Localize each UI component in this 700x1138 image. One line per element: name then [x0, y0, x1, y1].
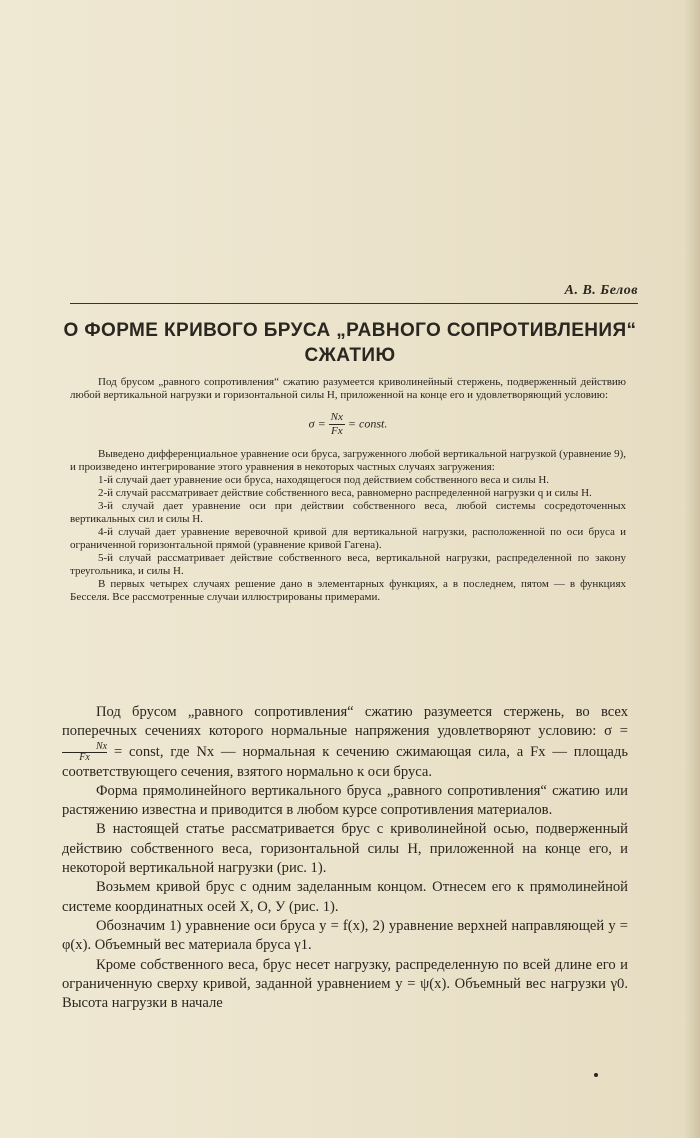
formula-rhs: = const.	[347, 416, 388, 431]
body-paragraph: В настоящей статье рассматривается брус с криволинейной осью, подверженный действию собственного веса, горизонтальной силы H, приложенной на конце его, и некоторой вертикальной нагрузки (рис. 1).	[62, 821, 628, 877]
abstract-paragraph: 5-й случай рассматривает действие собственного веса, вертикальной нагрузки, распределенной по закону треугольника, и силы H.	[70, 552, 626, 577]
formula-lhs: σ =	[308, 416, 326, 431]
page-mark	[594, 1073, 598, 1077]
formula-fraction	[329, 411, 345, 438]
inline-denominator: Fx	[79, 751, 90, 763]
body-text: = const, где Nx — нормальная к сечению сжимающая сила, а Fx — площадь соответствующего сечения, взятого нормально к оси бруса.	[62, 743, 628, 780]
body-paragraph	[62, 703, 628, 782]
body-paragraph: Обозначим 1) уравнение оси бруса y = f(x), 2) уравнение верхней направляющей y = φ(x). Объемный вес материала бруса γ1.	[62, 917, 628, 954]
abstract-paragraph: 3-й случай дает уравнение оси при действии собственного веса, любой системы сосредоточенных вертикальных сил и силы H.	[70, 500, 626, 525]
article-body	[62, 703, 628, 1013]
abstract-paragraph: 4-й случай дает уравнение веревочной кривой для вертикальной нагрузки, расположенной по оси бруса и ограниченной горизонтальной прямой (уравнение кривой Гагена).	[70, 526, 626, 551]
abstract-formula	[70, 411, 626, 438]
abstract	[70, 376, 626, 604]
abstract-paragraph: Выведено дифференциальное уравнение оси бруса, загруженного любой вертикальной нагрузкой (уравнение 9), и произведено интегрирование этого уравнения в некоторых частных случаях загружения:	[70, 448, 626, 473]
inline-numerator: Nx	[62, 742, 107, 753]
author-rule	[70, 303, 638, 304]
page-edge-shadow	[684, 0, 700, 1138]
article-title: О ФОРМЕ КРИВОГО БРУСА „РАВНОГО СОПРОТИВЛЕНИЯ“ СЖАТИЮ	[63, 320, 637, 366]
inline-fraction	[62, 742, 107, 763]
abstract-paragraph: 2-й случай рассматривает действие собственного веса, равномерно распределенной нагрузки q и силы H.	[98, 487, 592, 499]
author-name: А. В. Белов	[564, 283, 638, 298]
body-paragraph: Кроме собственного веса, брус несет нагрузку, распределенную по всей длине его и ограниченную сверху кривой, заданной уравнением y = ψ(x). Объемный вес нагрузки γ0. Высота нагрузки в начале	[62, 956, 628, 1012]
formula-numerator: Nx	[330, 411, 343, 423]
body-text: Под брусом „равного сопротивления“ сжатию разумеется стержень, во всех поперечных сечениях которого нормальные напряжения удовлетворяют условию: σ =	[62, 704, 628, 740]
body-paragraph: Возьмем кривой брус с одним заделанным концом. Отнесем его к прямолинейной системе координатных осей X, O, У (рис. 1).	[62, 879, 628, 915]
body-paragraph: Форма прямолинейного вертикального бруса „равного сопротивления“ сжатию или растяжению известна и приводится в любом курсе сопротивления материалов.	[62, 782, 628, 819]
abstract-paragraph: 1-й случай дает уравнение оси бруса, находящегося под действием собственного веса и силы H.	[98, 474, 550, 486]
abstract-paragraph: Под брусом „равного сопротивления“ сжатию разумеется криволинейный стержень, подверженный действию любой вертикальной нагрузки и горизонтальной силы H, приложенной на конце его и удовлетворяющий условию:	[70, 376, 626, 401]
abstract-paragraph: В первых четырех случаях решение дано в элементарных функциях, а в последнем, пятом — в функциях Бесселя. Все рассмотренные случаи иллюстрированы примерами.	[70, 578, 626, 603]
formula-denominator: Fx	[330, 425, 343, 437]
